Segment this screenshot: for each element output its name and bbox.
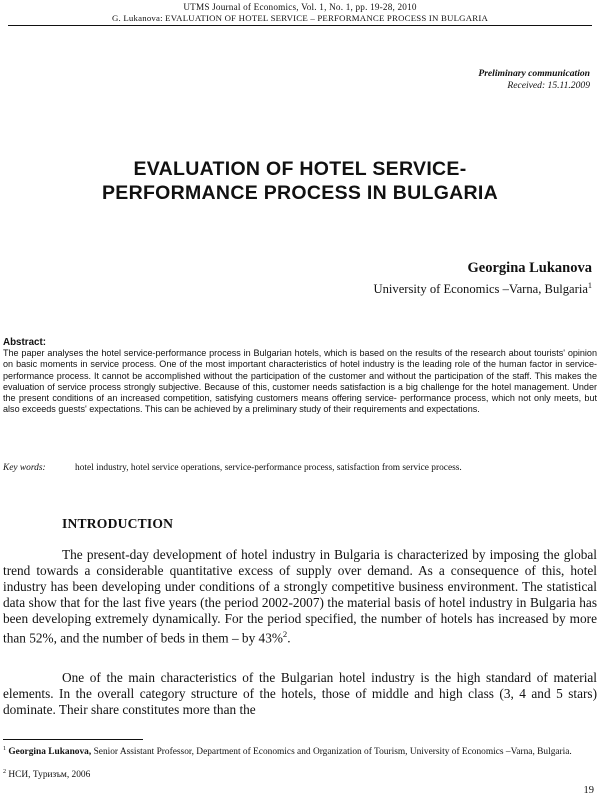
paragraph-1-text: The present-day development of hotel industry in Bulgaria is characterized by imposing the global trend towards a considerable quantitative excess of supply over demand. As a consequence of this, hotel industry has been developing under conditions of a strongly competitive business environment. The statistical data show that for the last five years (the period 2002-2007) the material basis of hotel industry in Bulgaria has been developing extremely dynamically. For the period specified, the number of hotels has increased by more than 52%, and the number of beds in them – by 43% [3, 547, 597, 645]
running-head-article: G. Lukanova: EVALUATION OF HOTEL SERVICE – PERFORMANCE PROCESS IN BULGARIA [112, 13, 488, 23]
keywords-text: hotel industry, hotel service operations, service-performance process, satisfaction from service process. [75, 463, 462, 473]
paper-title-line-1: EVALUATION OF HOTEL SERVICE- [133, 158, 467, 180]
abstract-label: Abstract: [3, 337, 47, 348]
keywords [3, 463, 597, 475]
footnote-1-mark: 1 [3, 746, 7, 752]
article-type-label: Preliminary communication [478, 68, 590, 79]
article-type [478, 68, 590, 91]
received-date: Received: 15.11.2009 [507, 79, 590, 91]
header-rule [8, 25, 592, 26]
footnote-1-text: Senior Assistant Professor, Department of Economics and Organization of Tourism, University of Economics –Varna, Bulgaria. [91, 747, 572, 758]
running-head [0, 2, 600, 24]
keywords-label: Key words: [3, 463, 46, 473]
footnote-rule [3, 739, 143, 740]
affiliation-text: University of Economics –Varna, Bulgaria [373, 282, 588, 297]
abstract-text: The paper analyses the hotel service-performance process in Bulgarian hotels, which is based on the results of the research about tourists' opinion on basic moments in service process. One of the most important characteristics of hotel industry is the leading role of the human factor in service-performance process. It cannot be accomplished without the participation of the customer and without the participation of the staff. This makes the evaluation of service process strongly subjective. Because of this, customer needs satisfaction is a big challenge for the hotel management. Under the present conditions of an increased competition, satisfying customers means offering service- performance process, which not only meets, but also exceeds guests' expectations. This can be achieved by a preliminary study of their requirements and expectations. [3, 348, 597, 415]
footnote-1-name: Georgina Lukanova, [8, 747, 92, 758]
author-affiliation [374, 278, 592, 297]
introduction-paragraph-2: One of the main characteristics of the Bulgarian hotel industry is the high standard of material elements. In the overall category structure of the hotels, those of middle and high class (3, 4 and 5 stars) dominate. Their share constitutes more than the [3, 670, 597, 717]
footnote-ref-2: 2 [282, 628, 288, 639]
paper-title-line-2: PERFORMANCE PROCESS IN BULGARIA [101, 182, 499, 204]
paragraph-1-end: . [287, 629, 291, 645]
affiliation-footnote-mark: 1 [587, 281, 592, 290]
page-number: 19 [583, 785, 594, 796]
footnote-2-mark: 2 [3, 769, 7, 775]
author-name: Georgina Lukanova [467, 260, 592, 276]
section-heading-introduction: INTRODUCTION [62, 516, 174, 531]
introduction-paragraph-1 [3, 547, 597, 646]
paper-title [0, 157, 600, 205]
footnote-2-text: НСИ, Туризъм, 2006 [8, 770, 91, 781]
footnote-2 [3, 767, 597, 781]
running-head-journal: UTMS Journal of Economics, Vol. 1, No. 1, pp. 19-28, 2010 [183, 2, 417, 12]
footnote-1 [3, 744, 597, 758]
